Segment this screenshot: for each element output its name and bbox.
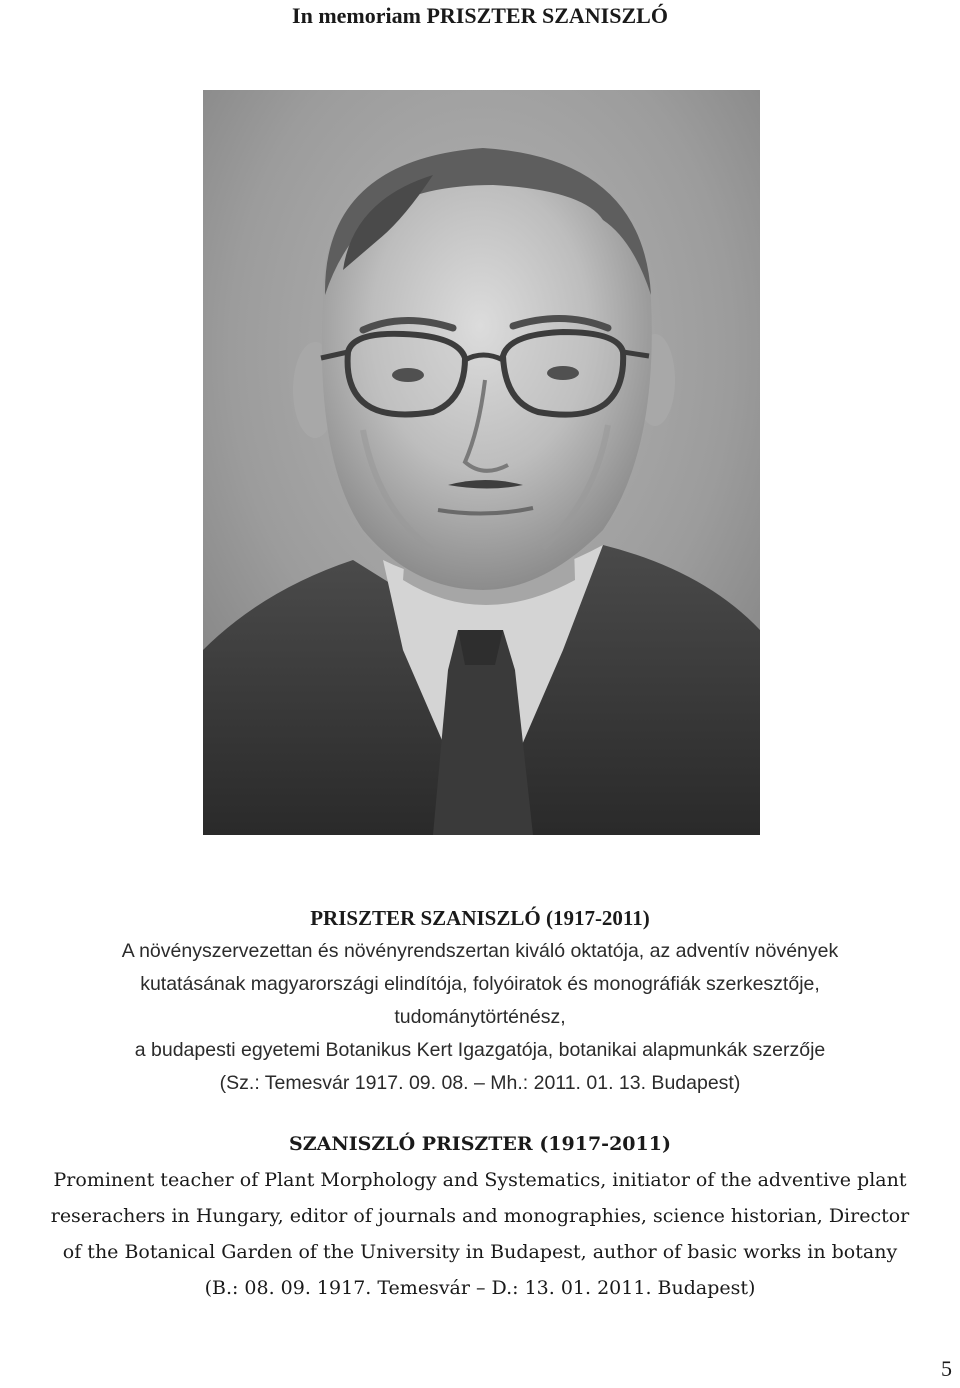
hungarian-line: A növényszervezettan és növényrendszertan kiváló oktatója, az adventív növények — [121, 940, 839, 962]
hungarian-caption — [0, 902, 960, 1100]
hungarian-line: a budapesti egyetemi Botanikus Kert Igazgatója, botanikai alapmunkák szerzője — [134, 1039, 826, 1061]
english-name: SZANISZLÓ PRISZTER (1917-2011) — [289, 1133, 671, 1155]
english-line: of the Botanical Garden of the University in Budapest, author of basic works in botany — [62, 1241, 898, 1263]
hungarian-line: (Sz.: Temesvár 1917. 09. 08. – Mh.: 2011. 01. 13. Budapest) — [219, 1072, 741, 1094]
hungarian-name: PRISZTER SZANISZLÓ (1917-2011) — [310, 906, 650, 930]
english-line: (B.: 08. 09. 1917. Temesvár – D.: 13. 01. 2011. Budapest) — [204, 1277, 756, 1299]
page-title: In memoriam PRISZTER SZANISZLÓ — [292, 3, 668, 28]
page-number: 5 — [941, 1356, 952, 1381]
portrait-illustration — [203, 90, 760, 835]
hungarian-line: tudománytörténész, — [394, 1006, 566, 1028]
english-caption — [0, 1126, 960, 1306]
portrait-photo — [203, 90, 760, 835]
english-line: Prominent teacher of Plant Morphology and Systematics, initiator of the adventive plant — [53, 1169, 907, 1191]
hungarian-line: kutatásának magyarországi elindítója, folyóiratok és monográfiák szerkesztője, — [140, 973, 820, 995]
english-line: reserachers in Hungary, editor of journals and monographies, science historian, Director — [50, 1205, 910, 1227]
